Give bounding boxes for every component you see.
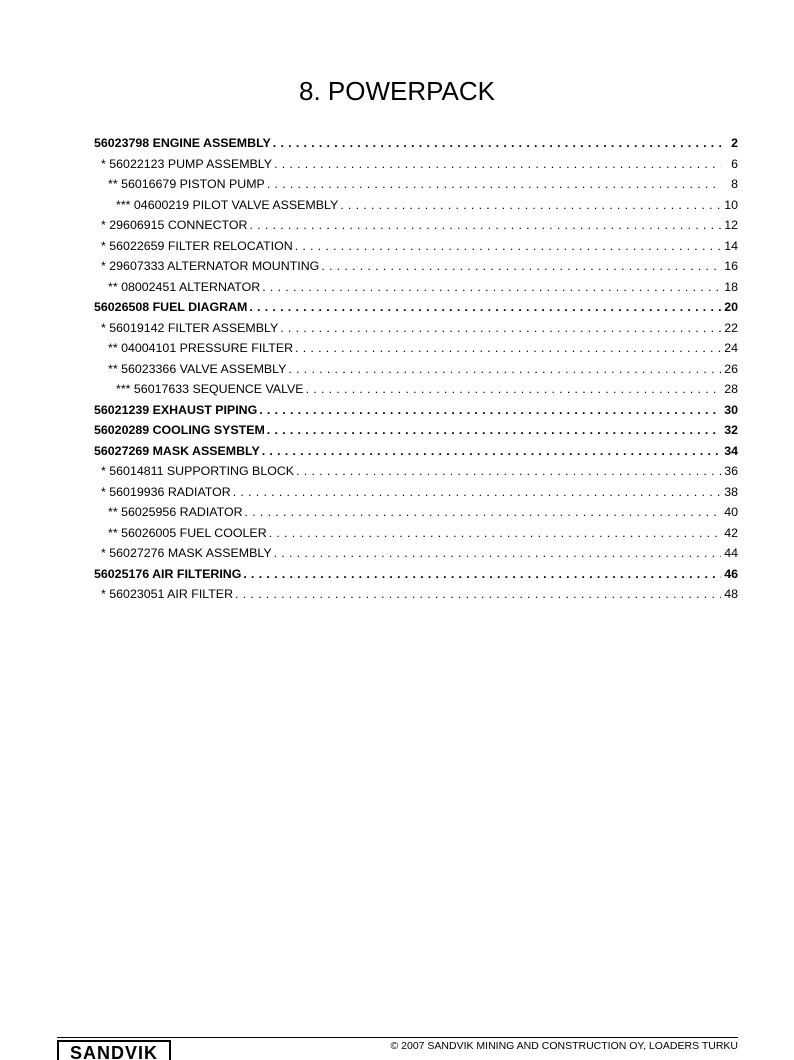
toc-entry-label: ** 56026005 FUEL COOLER [108, 525, 267, 540]
toc-entry-label: 56020289 COOLING SYSTEM [94, 423, 265, 437]
toc-entry[interactable] [94, 505, 738, 526]
toc-entry-page-number: 40 [724, 505, 738, 519]
toc-entry-page-number: 16 [724, 259, 738, 273]
toc-dot-leader [249, 300, 721, 314]
toc-dot-leader [288, 362, 721, 376]
toc-entry-label: * 56014811 SUPPORTING BLOCK [101, 464, 295, 478]
toc-entry-label: 56025176 AIR FILTERING [94, 566, 242, 581]
toc-entry-label: * 56019142 FILTER ASSEMBLY [101, 320, 279, 335]
toc-dot-leader [262, 444, 721, 458]
toc-entry-label: * 56019936 RADIATOR [101, 484, 231, 499]
toc-dot-leader [340, 198, 721, 212]
toc-entry[interactable] [94, 300, 738, 321]
toc-entry[interactable] [94, 136, 738, 157]
toc-entry-page-number: 6 [731, 156, 738, 171]
toc-entry[interactable] [94, 526, 738, 547]
footer-copyright: © 2007 SANDVIK MINING AND CONSTRUCTION OY, LOADERS TURKU [390, 1040, 738, 1052]
toc-entry-label: * 56027276 MASK ASSEMBLY [101, 546, 272, 560]
toc-entry-page-number: 12 [724, 218, 738, 232]
toc-entry[interactable] [94, 464, 738, 485]
toc-entry[interactable] [94, 218, 738, 239]
toc-entry-page-number: 2 [731, 136, 738, 150]
toc-dot-leader [274, 157, 721, 171]
toc-entry-label: * 56022123 PUMP ASSEMBLY [101, 156, 273, 171]
toc-entry-page-number: 20 [724, 300, 738, 314]
toc-entry[interactable] [94, 587, 738, 608]
toc-entry-page-number: 30 [724, 402, 738, 417]
toc-entry[interactable] [94, 362, 738, 383]
toc-entry-label: ** 56025956 RADIATOR [108, 505, 243, 519]
toc-entry[interactable] [94, 444, 738, 465]
toc-dot-leader [295, 239, 721, 253]
toc-dot-leader [249, 218, 721, 232]
toc-dot-leader [235, 587, 721, 601]
toc-entry-label: * 56023051 AIR FILTER [101, 587, 234, 601]
toc-entry-label: * 56022659 FILTER RELOCATION [101, 238, 293, 253]
toc-dot-leader [267, 423, 721, 437]
toc-entry[interactable] [94, 157, 738, 178]
toc-entry-page-number: 22 [724, 320, 738, 335]
toc-dot-leader [296, 464, 721, 478]
toc-dot-leader [245, 505, 721, 519]
footer-divider [57, 1037, 738, 1038]
toc-entry-label: 56027269 MASK ASSEMBLY [94, 443, 260, 458]
toc-entry-page-number: 36 [724, 464, 738, 478]
toc-entry-label: * 29606915 CONNECTOR [101, 218, 248, 232]
toc-entry-label: ** 56023366 VALVE ASSEMBLY [108, 361, 287, 376]
toc-entry-page-number: 14 [724, 238, 738, 253]
toc-entry-page-number: 38 [724, 484, 738, 499]
toc-entry[interactable] [94, 403, 738, 424]
toc-entry[interactable] [94, 259, 738, 280]
toc-entry-page-number: 42 [724, 525, 738, 540]
toc-dot-leader [321, 259, 721, 273]
toc-entry[interactable] [94, 177, 738, 198]
toc-entry[interactable] [94, 239, 738, 260]
toc-entry-page-number: 18 [724, 279, 738, 294]
toc-dot-leader [306, 382, 721, 396]
toc-entry-page-number: 26 [724, 361, 738, 376]
toc-entry-label: ** 56016679 PISTON PUMP [108, 177, 265, 191]
toc-entry-page-number: 46 [724, 566, 738, 581]
toc-dot-leader [280, 321, 721, 335]
toc-entry-label: *** 04600219 PILOT VALVE ASSEMBLY [116, 197, 339, 212]
toc-entry-label: ** 04004101 PRESSURE FILTER [108, 341, 294, 355]
toc-entry-label: * 29607333 ALTERNATOR MOUNTING [101, 259, 320, 273]
toc-dot-leader [243, 567, 721, 581]
toc-entry-page-number: 8 [731, 177, 738, 191]
toc-entry[interactable] [94, 546, 738, 567]
toc-entry[interactable] [94, 567, 738, 588]
toc-dot-leader [233, 485, 721, 499]
toc-entry[interactable] [94, 198, 738, 219]
toc-entry[interactable] [94, 423, 738, 444]
toc-entry-label: 56026508 FUEL DIAGRAM [94, 300, 248, 314]
toc-entry-page-number: 28 [724, 382, 738, 396]
toc-entry-page-number: 24 [724, 341, 738, 355]
table-of-contents [94, 136, 738, 608]
toc-entry[interactable] [94, 341, 738, 362]
toc-entry[interactable] [94, 280, 738, 301]
page-title: 8. POWERPACK [298, 76, 495, 106]
toc-entry-page-number: 10 [724, 197, 738, 212]
toc-entry-label: ** 08002451 ALTERNATOR [108, 279, 261, 294]
toc-entry[interactable] [94, 485, 738, 506]
toc-dot-leader [273, 136, 721, 150]
toc-entry[interactable] [94, 382, 738, 403]
sandvik-logo: SANDVIK [57, 1040, 171, 1060]
toc-entry-page-number: 32 [724, 423, 738, 437]
toc-dot-leader [259, 403, 721, 417]
toc-dot-leader [295, 341, 721, 355]
toc-entry-label: 56021239 EXHAUST PIPING [94, 402, 258, 417]
toc-entry[interactable] [94, 321, 738, 342]
toc-entry-label: 56023798 ENGINE ASSEMBLY [94, 136, 271, 150]
toc-entry-page-number: 34 [724, 443, 738, 458]
toc-dot-leader [274, 546, 721, 560]
toc-entry-page-number: 48 [724, 587, 738, 601]
toc-dot-leader [267, 177, 721, 191]
toc-entry-label: *** 56017633 SEQUENCE VALVE [116, 382, 304, 396]
toc-dot-leader [262, 280, 721, 294]
toc-dot-leader [269, 526, 721, 540]
toc-entry-page-number: 44 [724, 546, 738, 560]
